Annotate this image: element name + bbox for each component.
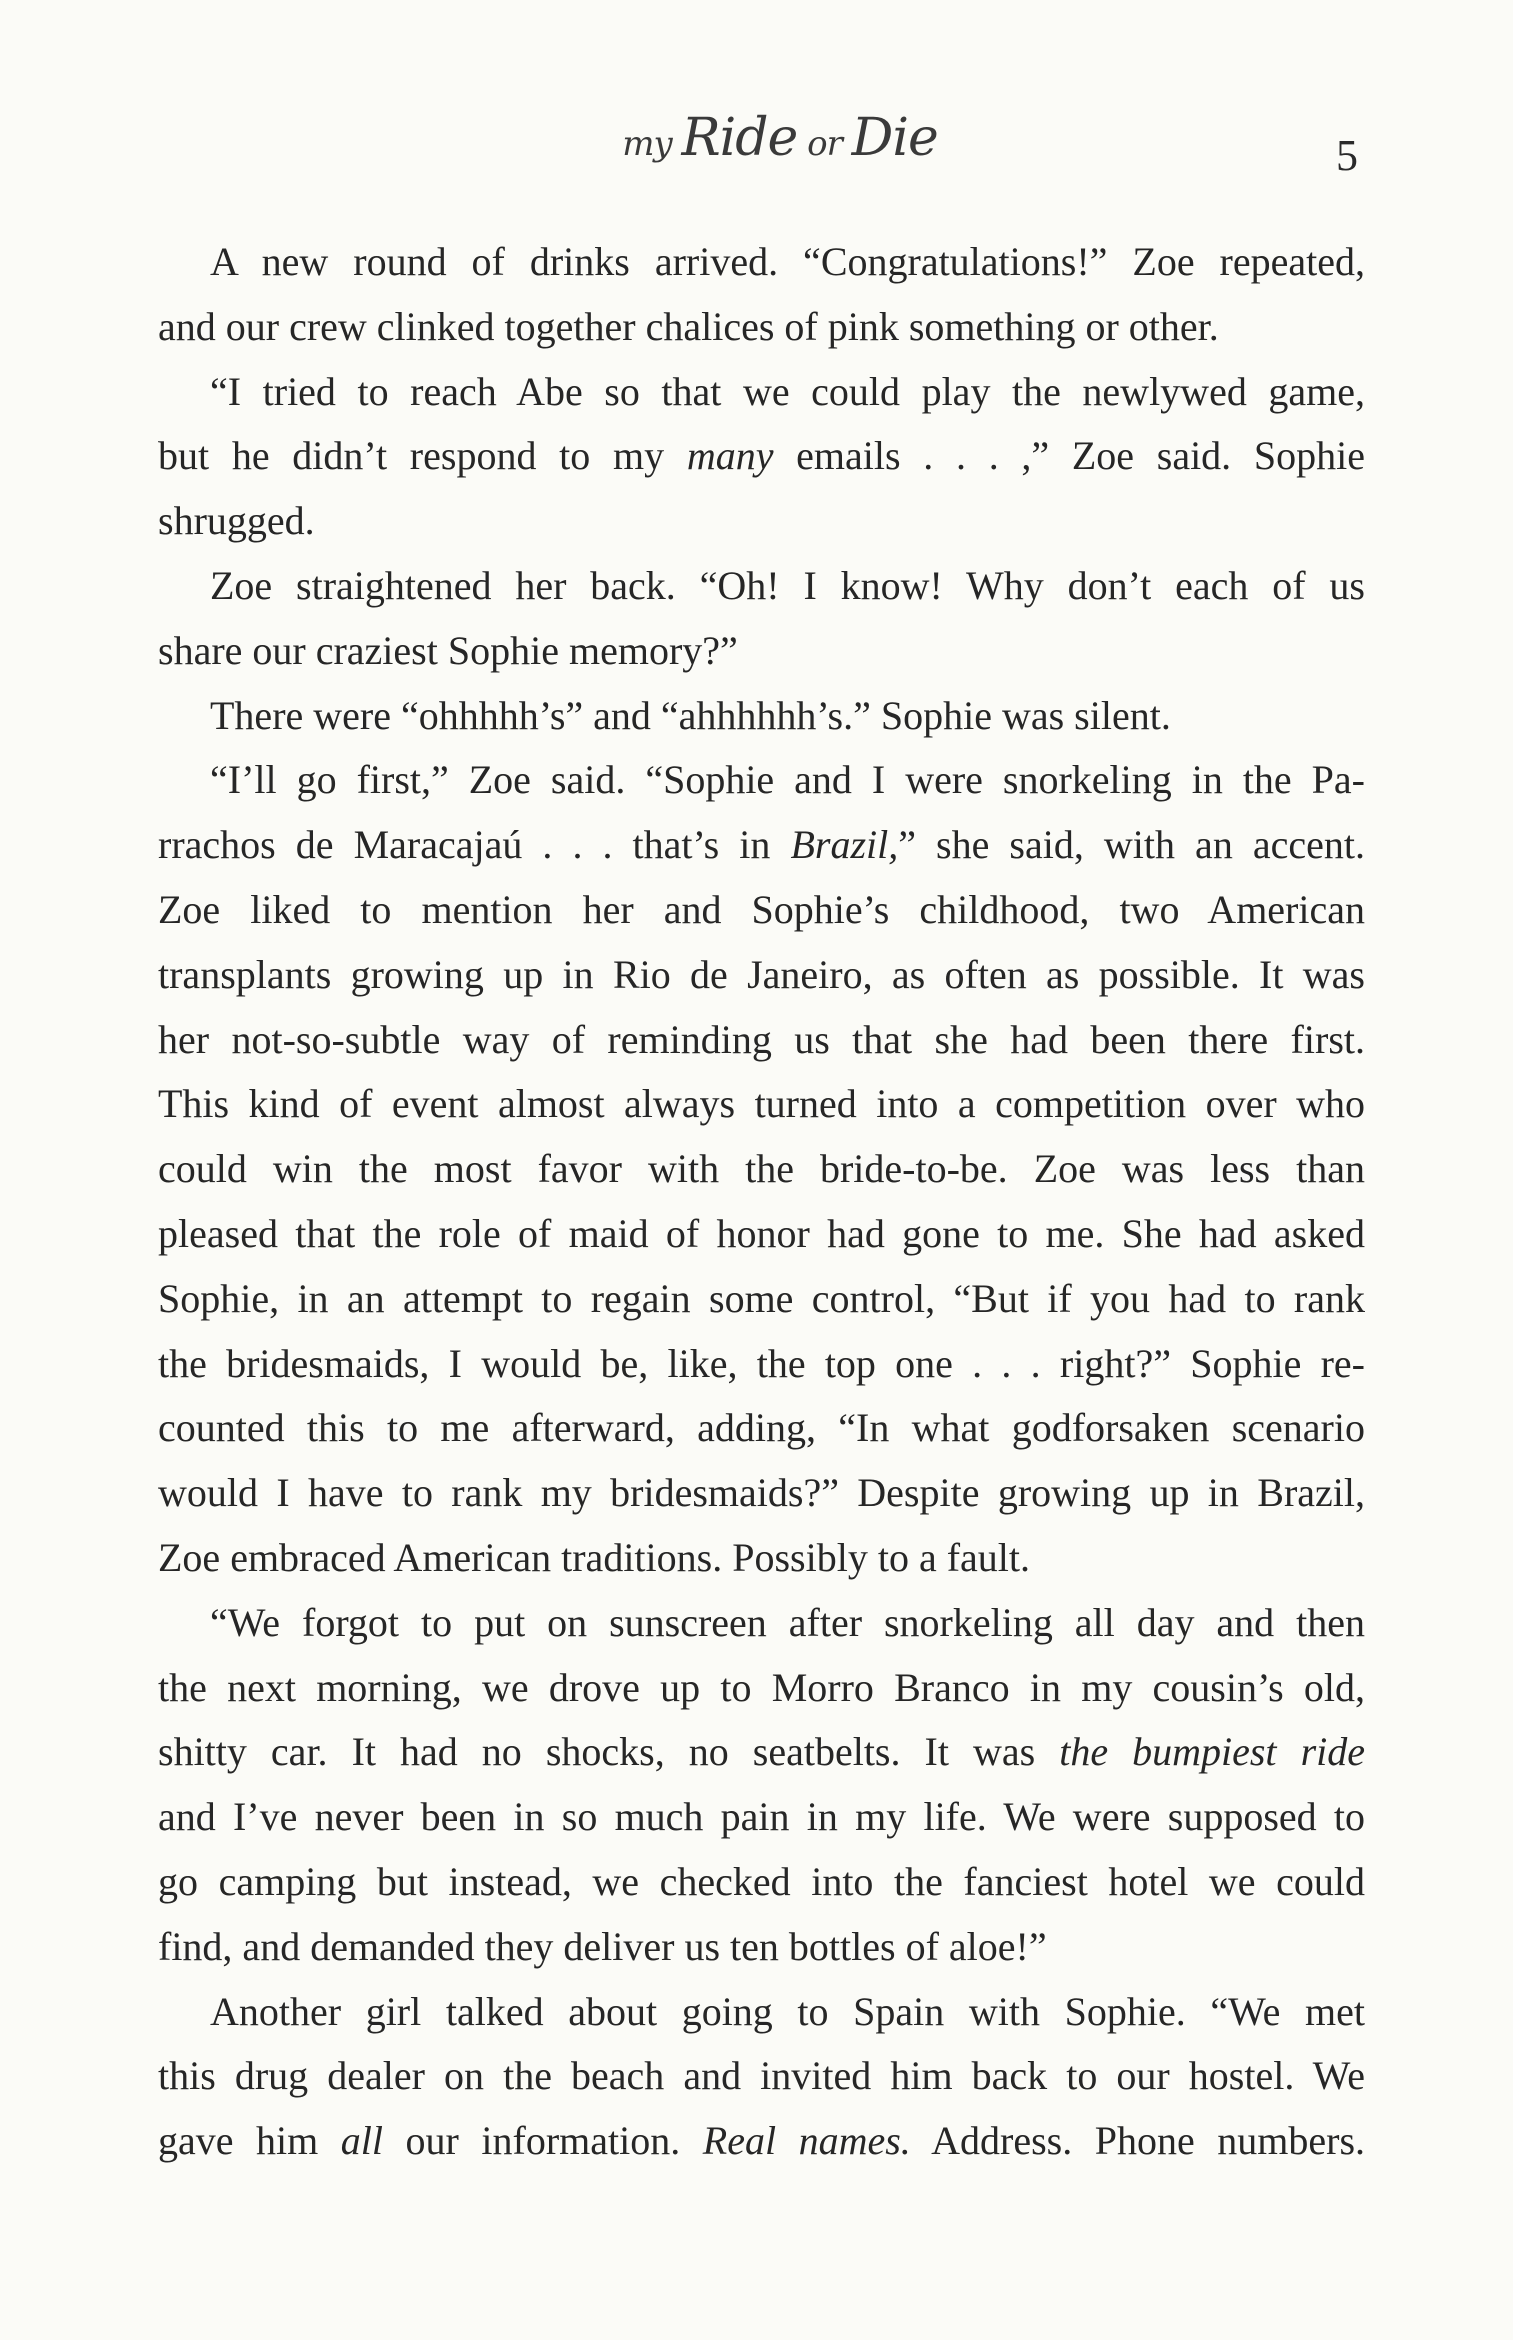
text-line xyxy=(158,748,1365,813)
italic-text: all xyxy=(340,2118,384,2164)
text-line xyxy=(158,230,1365,295)
text-run: “I’ll go first,” Zoe said. “Sophie and I were snorkeling in the Pa- xyxy=(210,757,1365,803)
text-line xyxy=(158,1267,1365,1332)
paragraph xyxy=(158,1591,1365,1980)
paragraph xyxy=(158,230,1365,360)
body-text xyxy=(158,230,1365,2174)
text-line xyxy=(158,1137,1365,1202)
text-line xyxy=(158,2109,1365,2174)
text-run: Another girl talked about going to Spain with Sophie. “We met xyxy=(210,1988,1365,2034)
text-run: “I tried to reach Abe so that we could play the newlywed game, xyxy=(210,368,1365,414)
text-line xyxy=(158,1332,1365,1397)
text-line xyxy=(158,1850,1365,1915)
italic-text: the bumpiest ride xyxy=(1059,1729,1365,1775)
text-line xyxy=(158,813,1365,878)
text-run: find, and demanded they deliver us ten bottles of aloe!” xyxy=(158,1923,1047,1969)
text-run: Zoe straightened her back. “Oh! I know! Why don’t each of us xyxy=(210,562,1365,608)
paragraph xyxy=(158,554,1365,684)
text-line xyxy=(158,1656,1365,1721)
text-run: Zoe embraced American traditions. Possibly to a fault. xyxy=(158,1534,1030,1580)
text-run: pleased that the role of maid of honor had gone to me. She had asked xyxy=(158,1210,1365,1256)
text-run: would I have to rank my bridesmaids?” Despite growing up in Brazil, xyxy=(158,1470,1365,1516)
text-line xyxy=(158,1008,1365,1073)
text-line xyxy=(158,1396,1365,1461)
text-run: the next morning, we drove up to Morro Branco in my cousin’s old, xyxy=(158,1664,1365,1710)
text-run: our information. xyxy=(383,2118,703,2164)
text-line xyxy=(158,360,1365,425)
text-line xyxy=(158,1202,1365,1267)
text-line xyxy=(158,1526,1365,1591)
text-line xyxy=(158,1591,1365,1656)
text-run: There were “ohhhhh’s” and “ahhhhhh’s.” Sophie was silent. xyxy=(210,692,1171,738)
text-run: go camping but instead, we checked into the fanciest hotel we could xyxy=(158,1858,1365,1904)
text-run: “We forgot to put on sunscreen after snorkeling all day and then xyxy=(210,1599,1365,1645)
italic-text: Brazil, xyxy=(790,822,899,868)
text-run: This kind of event almost always turned into a competition over who xyxy=(158,1081,1365,1127)
text-run: rrachos de Maracajaú . . . that’s in xyxy=(158,822,791,868)
text-run: could win the most favor with the bride-to-be. Zoe was less than xyxy=(158,1146,1365,1192)
italic-text: many xyxy=(686,433,774,479)
italic-text: Real names. xyxy=(702,2118,911,2164)
running-head-part: Die xyxy=(851,108,938,168)
text-run: Zoe liked to mention her and Sophie’s childhood, two American xyxy=(158,886,1365,932)
text-line xyxy=(158,1461,1365,1526)
running-head-part: my xyxy=(622,124,682,164)
text-line xyxy=(158,684,1365,749)
text-line xyxy=(158,424,1365,489)
text-run: her not-so-subtle way of reminding us that she had been there first. xyxy=(158,1016,1365,1062)
running-head-part: Ride xyxy=(681,108,798,168)
text-run: shrugged. xyxy=(158,498,315,544)
text-line xyxy=(158,1072,1365,1137)
text-line xyxy=(158,1980,1365,2045)
running-head-part: or xyxy=(797,124,852,164)
running-head-title xyxy=(560,108,1000,168)
text-line xyxy=(158,489,1365,554)
text-run: Sophie, in an attempt to regain some control, “But if you had to rank xyxy=(158,1275,1365,1321)
text-line xyxy=(158,878,1365,943)
paragraph xyxy=(158,360,1365,554)
page-number: 5 xyxy=(1336,131,1358,180)
text-line xyxy=(158,2044,1365,2109)
text-run: share our craziest Sophie memory?” xyxy=(158,627,738,673)
text-run: Address. Phone numbers. xyxy=(910,2118,1366,2164)
text-run: counted this to me afterward, adding, “In what godforsaken scenario xyxy=(158,1405,1365,1451)
text-line xyxy=(158,943,1365,1008)
text-line xyxy=(158,554,1365,619)
text-run: ” she said, with an accent. xyxy=(898,822,1365,868)
text-run: shitty car. It had no shocks, no seatbelts. It was xyxy=(158,1729,1060,1775)
text-run: gave him xyxy=(158,2118,341,2164)
text-run: emails . . . ,” Zoe said. Sophie xyxy=(773,433,1366,479)
paragraph xyxy=(158,748,1365,1590)
text-run: this drug dealer on the beach and invited him back to our hostel. We xyxy=(158,2053,1365,2099)
text-run: the bridesmaids, I would be, like, the top one . . . right?” Sophie re- xyxy=(158,1340,1365,1386)
text-line xyxy=(158,1785,1365,1850)
paragraph xyxy=(158,1980,1365,2174)
text-line xyxy=(158,619,1365,684)
text-run: but he didn’t respond to my xyxy=(158,433,687,479)
text-run: transplants growing up in Rio de Janeiro, as often as possible. It was xyxy=(158,951,1365,997)
text-run: and I’ve never been in so much pain in my life. We were supposed to xyxy=(158,1794,1365,1840)
text-line xyxy=(158,295,1365,360)
text-run: and our crew clinked together chalices of pink something or other. xyxy=(158,303,1219,349)
text-run: A new round of drinks arrived. “Congratulations!” Zoe repeated, xyxy=(210,239,1365,284)
text-line xyxy=(158,1915,1365,1980)
text-line xyxy=(158,1720,1365,1785)
paragraph xyxy=(158,684,1365,749)
